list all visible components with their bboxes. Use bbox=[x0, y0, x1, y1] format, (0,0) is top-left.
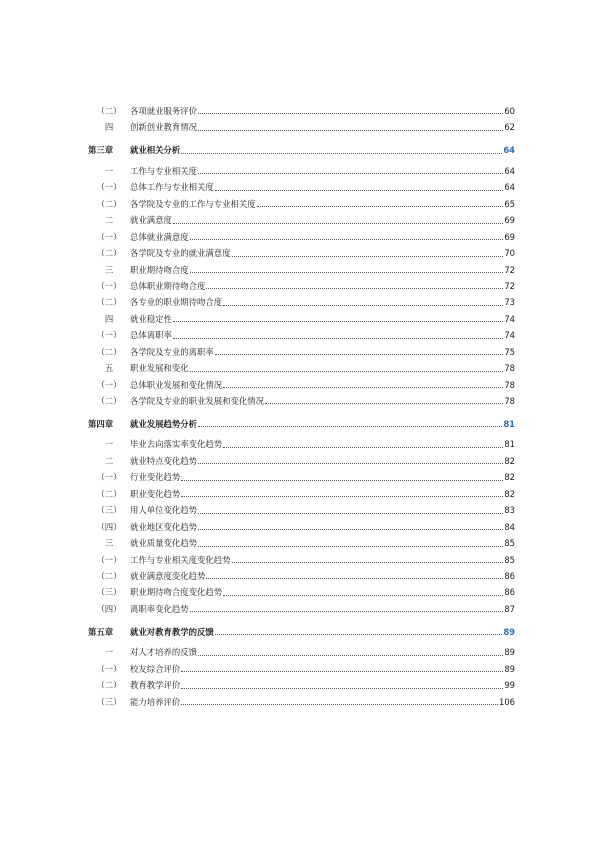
toc-entry[interactable] bbox=[88, 192, 515, 208]
toc-entry-page-number: 85 bbox=[504, 554, 515, 565]
toc-entry-page-number: 60 bbox=[504, 106, 515, 117]
dot-leader bbox=[181, 480, 503, 481]
toc-entry[interactable] bbox=[88, 597, 515, 613]
toc-entry-number: （三） bbox=[96, 505, 122, 516]
toc-entry-page-number: 72 bbox=[504, 280, 515, 291]
dot-leader bbox=[198, 113, 503, 114]
toc-entry-page-number: 78 bbox=[504, 396, 515, 407]
toc-entry-title: 就业满意度 bbox=[130, 215, 172, 226]
toc-entry-number: （一） bbox=[96, 280, 122, 291]
toc-entry-page-number: 89 bbox=[504, 663, 515, 674]
toc-entry-number: （四） bbox=[96, 521, 122, 532]
toc-entry-number: （三） bbox=[96, 587, 122, 598]
toc-entry-page-number: 74 bbox=[504, 330, 515, 341]
dot-leader bbox=[206, 288, 503, 289]
toc-entry-page-number: 73 bbox=[504, 297, 515, 308]
toc-entry[interactable] bbox=[88, 449, 515, 465]
toc-entry-number: 三 bbox=[104, 264, 114, 275]
dot-leader bbox=[206, 578, 503, 579]
toc-entry[interactable] bbox=[88, 515, 515, 531]
toc-entry-number: 第四章 bbox=[88, 419, 114, 430]
dot-leader bbox=[181, 496, 503, 497]
toc-chapter-entry[interactable] bbox=[88, 411, 515, 428]
toc-entry-number: （二） bbox=[96, 346, 122, 357]
toc-entry-number: 二 bbox=[104, 455, 114, 466]
toc-entry-number: 四 bbox=[104, 122, 114, 133]
toc-entry-number: 一 bbox=[104, 439, 114, 450]
toc-entry-page-number: 72 bbox=[504, 264, 515, 275]
toc-entry-page-number: 81 bbox=[504, 439, 515, 450]
toc-entry-title: 就业质量变化趋势 bbox=[130, 538, 197, 549]
toc-entry-title: 教育教学评价 bbox=[130, 680, 181, 691]
toc-entry[interactable] bbox=[88, 673, 515, 689]
toc-entry-page-number: 64 bbox=[503, 145, 515, 156]
toc-entry[interactable] bbox=[88, 640, 515, 656]
toc-entry[interactable] bbox=[88, 389, 515, 405]
toc-entry-title: 就业满意度变化趋势 bbox=[130, 570, 206, 581]
table-of-contents bbox=[88, 99, 515, 706]
toc-entry-page-number: 83 bbox=[504, 505, 515, 516]
toc-entry-page-number: 75 bbox=[504, 346, 515, 357]
toc-entry[interactable] bbox=[88, 498, 515, 514]
toc-entry-page-number: 70 bbox=[504, 248, 515, 259]
toc-entry-title: 能力培养评价 bbox=[130, 696, 181, 707]
toc-entry-title: 各学院及专业的就业满意度 bbox=[130, 248, 231, 259]
toc-entry-number: （二） bbox=[96, 570, 122, 581]
toc-entry[interactable] bbox=[88, 580, 515, 596]
toc-entry-page-number: 106 bbox=[499, 696, 515, 707]
toc-entry-page-number: 78 bbox=[504, 379, 515, 390]
toc-entry-title: 总体职业发展和变化情况 bbox=[130, 379, 223, 390]
toc-entry[interactable] bbox=[88, 323, 515, 339]
toc-entry[interactable] bbox=[88, 340, 515, 356]
toc-entry-page-number: 86 bbox=[504, 587, 515, 598]
toc-entry[interactable] bbox=[88, 657, 515, 673]
toc-entry-page-number: 64 bbox=[504, 182, 515, 193]
toc-entry[interactable] bbox=[88, 258, 515, 274]
toc-entry[interactable] bbox=[88, 290, 515, 306]
toc-entry-page-number: 65 bbox=[504, 198, 515, 209]
dot-leader bbox=[257, 206, 504, 207]
toc-entry-title: 用人单位变化趋势 bbox=[130, 505, 197, 516]
toc-entry-number: （一） bbox=[96, 231, 122, 242]
toc-entry-title: 职业发展和变化 bbox=[130, 363, 189, 374]
toc-entry[interactable] bbox=[88, 159, 515, 175]
toc-entry-page-number: 82 bbox=[504, 488, 515, 499]
toc-entry-title: 各学院及专业的工作与专业相关度 bbox=[130, 198, 256, 209]
toc-entry-number: （二） bbox=[96, 198, 122, 209]
toc-entry-number: （一） bbox=[96, 472, 122, 483]
toc-entry[interactable] bbox=[88, 373, 515, 389]
toc-entry-number: （二） bbox=[96, 680, 122, 691]
dot-leader bbox=[190, 611, 504, 612]
toc-entry-number: 五 bbox=[104, 363, 114, 374]
toc-entry[interactable] bbox=[88, 482, 515, 498]
toc-entry[interactable] bbox=[88, 175, 515, 191]
toc-entry-page-number: 85 bbox=[504, 538, 515, 549]
toc-entry[interactable] bbox=[88, 225, 515, 241]
toc-entry[interactable] bbox=[88, 115, 515, 131]
dot-leader bbox=[265, 403, 503, 404]
toc-entry[interactable] bbox=[88, 274, 515, 290]
toc-entry-title: 就业地区变化趋势 bbox=[130, 521, 197, 532]
toc-entry-title: 就业相关分析 bbox=[130, 145, 181, 156]
toc-entry-number: 二 bbox=[104, 215, 114, 226]
toc-entry-number: 一 bbox=[104, 165, 114, 176]
dot-leader bbox=[173, 338, 503, 339]
toc-entry-title: 行业变化趋势 bbox=[130, 472, 181, 483]
toc-entry-title: 毕业去向落实率变化趋势 bbox=[130, 439, 223, 450]
toc-entry-title: 各学院及专业的离职率 bbox=[130, 346, 214, 357]
toc-entry-title: 总体工作与专业相关度 bbox=[130, 182, 214, 193]
toc-entry-number: 一 bbox=[104, 647, 114, 658]
toc-entry-title: 创新创业教育情况 bbox=[130, 122, 197, 133]
toc-entry-title: 各学院及专业的职业发展和变化情况 bbox=[130, 396, 264, 407]
toc-entry-number: （一） bbox=[96, 182, 122, 193]
dot-leader bbox=[223, 447, 503, 448]
toc-entry-title: 总体职业期待吻合度 bbox=[130, 280, 206, 291]
dot-leader bbox=[198, 546, 503, 547]
toc-entry-title: 各项就业服务评价 bbox=[130, 106, 197, 117]
toc-entry-title: 总体离职率 bbox=[130, 330, 172, 341]
dot-leader bbox=[198, 426, 502, 427]
dot-leader bbox=[181, 704, 498, 705]
toc-entry-page-number: 82 bbox=[504, 455, 515, 466]
toc-entry-number: 四 bbox=[104, 313, 114, 324]
toc-entry-page-number: 82 bbox=[504, 472, 515, 483]
dot-leader bbox=[232, 562, 504, 563]
toc-entry-number: （二） bbox=[96, 248, 122, 259]
toc-entry-title: 校友综合评价 bbox=[130, 663, 181, 674]
toc-entry-number: 第三章 bbox=[88, 145, 114, 156]
dot-leader bbox=[198, 173, 503, 174]
dot-leader bbox=[173, 223, 503, 224]
toc-entry[interactable] bbox=[88, 465, 515, 481]
toc-entry[interactable] bbox=[88, 564, 515, 580]
toc-entry-page-number: 81 bbox=[503, 419, 515, 430]
toc-entry[interactable] bbox=[88, 208, 515, 224]
toc-entry-page-number: 74 bbox=[504, 313, 515, 324]
toc-entry[interactable] bbox=[88, 356, 515, 372]
toc-chapter-entry[interactable] bbox=[88, 619, 515, 636]
dot-leader bbox=[198, 130, 503, 131]
dot-leader bbox=[181, 688, 503, 689]
toc-entry[interactable] bbox=[88, 307, 515, 323]
dot-leader bbox=[198, 513, 503, 514]
toc-entry-title: 职业期待吻合度变化趋势 bbox=[130, 587, 223, 598]
toc-entry-title: 就业稳定性 bbox=[130, 313, 172, 324]
toc-entry-title: 各专业的职业期待吻合度 bbox=[130, 297, 223, 308]
toc-entry-page-number: 89 bbox=[503, 626, 515, 637]
dot-leader bbox=[190, 371, 504, 372]
toc-entry-page-number: 87 bbox=[504, 603, 515, 614]
dot-leader bbox=[190, 272, 504, 273]
dot-leader bbox=[223, 387, 503, 388]
toc-entry-number: （二） bbox=[96, 396, 122, 407]
dot-leader bbox=[181, 671, 503, 672]
toc-entry-number: （一） bbox=[96, 379, 122, 390]
toc-entry-number: （四） bbox=[96, 603, 122, 614]
dot-leader bbox=[198, 529, 503, 530]
toc-entry-title: 对人才培养的反馈 bbox=[130, 647, 197, 658]
dot-leader bbox=[223, 595, 503, 596]
toc-entry-title: 总体就业满意度 bbox=[130, 231, 189, 242]
toc-entry[interactable] bbox=[88, 99, 515, 115]
toc-entry[interactable] bbox=[88, 241, 515, 257]
toc-entry-title: 工作与专业相关度 bbox=[130, 165, 197, 176]
toc-entry[interactable] bbox=[88, 548, 515, 564]
toc-entry-page-number: 62 bbox=[504, 122, 515, 133]
toc-entry[interactable] bbox=[88, 531, 515, 547]
toc-entry-title: 就业发展趋势分析 bbox=[130, 419, 197, 430]
toc-entry-page-number: 99 bbox=[504, 680, 515, 691]
toc-entry-number: （二） bbox=[96, 106, 122, 117]
toc-entry-number: （二） bbox=[96, 297, 122, 308]
dot-leader bbox=[215, 354, 504, 355]
dot-leader bbox=[215, 634, 503, 635]
toc-entry-title: 职业期待吻合度 bbox=[130, 264, 189, 275]
dot-leader bbox=[215, 190, 504, 191]
toc-entry-number: （一） bbox=[96, 663, 122, 674]
toc-entry-page-number: 69 bbox=[504, 215, 515, 226]
toc-entry[interactable] bbox=[88, 690, 515, 706]
toc-entry-title: 离职率变化趋势 bbox=[130, 603, 189, 614]
toc-entry-title: 工作与专业相关度变化趋势 bbox=[130, 554, 231, 565]
toc-entry-number: （一） bbox=[96, 330, 122, 341]
toc-entry-number: （三） bbox=[96, 696, 122, 707]
toc-entry-page-number: 86 bbox=[504, 570, 515, 581]
dot-leader bbox=[198, 655, 503, 656]
toc-entry-page-number: 69 bbox=[504, 231, 515, 242]
toc-entry[interactable] bbox=[88, 432, 515, 448]
toc-entry-number: 三 bbox=[104, 538, 114, 549]
toc-chapter-entry[interactable] bbox=[88, 138, 515, 155]
toc-entry-title: 就业特点变化趋势 bbox=[130, 455, 197, 466]
toc-entry-number: （一） bbox=[96, 554, 122, 565]
toc-entry-page-number: 84 bbox=[504, 521, 515, 532]
dot-leader bbox=[223, 305, 503, 306]
dot-leader bbox=[181, 153, 502, 154]
dot-leader bbox=[190, 239, 504, 240]
toc-entry-page-number: 64 bbox=[504, 165, 515, 176]
toc-entry-title: 就业对教育教学的反馈 bbox=[130, 626, 214, 637]
toc-entry-number: （二） bbox=[96, 488, 122, 499]
dot-leader bbox=[198, 463, 503, 464]
toc-entry-page-number: 89 bbox=[504, 647, 515, 658]
toc-entry-number: 第五章 bbox=[88, 626, 114, 637]
toc-entry-title: 职业变化趋势 bbox=[130, 488, 181, 499]
dot-leader bbox=[232, 256, 504, 257]
dot-leader bbox=[173, 321, 503, 322]
toc-entry-page-number: 78 bbox=[504, 363, 515, 374]
